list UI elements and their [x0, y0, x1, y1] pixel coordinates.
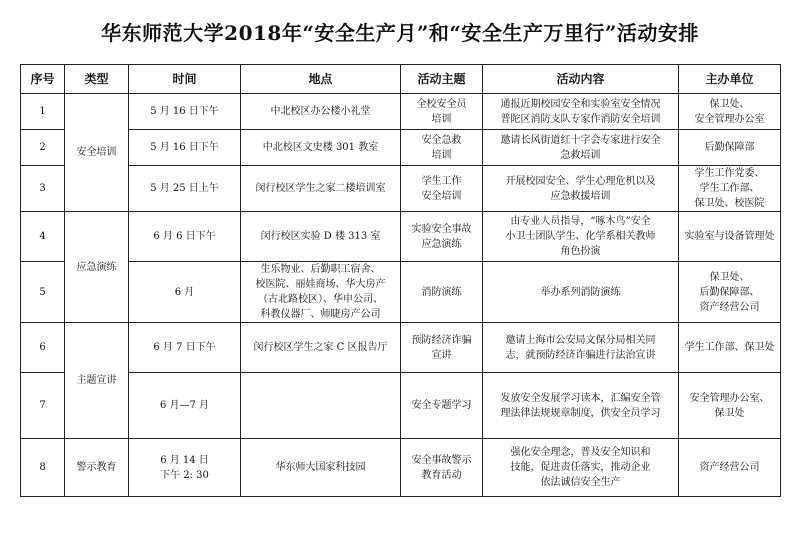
cell-organizer — [679, 94, 781, 130]
cell-line: 安全管理办公室、 — [689, 392, 770, 404]
cell-line: 消防演练 — [421, 286, 462, 298]
cell-seq: 6 — [21, 323, 65, 373]
cell-line: 技能，促进责任落实，推动企业 — [510, 462, 651, 473]
cell-line: 保卫处、 — [709, 271, 750, 283]
cell-organizer — [679, 166, 781, 212]
cell-line: 急救培训 — [560, 149, 601, 161]
cell-location: 闵行校区实验 D 楼 313 室 — [241, 212, 401, 262]
schedule-table — [20, 64, 781, 497]
cell-location: 闵行校区学生之家二楼培训室 — [241, 166, 401, 212]
table-row — [21, 94, 781, 130]
cell-theme — [401, 166, 483, 212]
cell-seq: 2 — [21, 130, 65, 166]
cell-line: 培训 — [431, 149, 452, 161]
cell-line: 资产经营公司 — [699, 462, 760, 473]
table-header-row — [21, 65, 781, 94]
cell-organizer — [679, 212, 781, 262]
header-type: 类型 — [65, 65, 129, 94]
cell-line: 6 月 14 日 — [160, 454, 209, 466]
cell-line: 开展校园安全、学生心理危机以及 — [505, 175, 656, 187]
cell-time: 5 月 16 日下午 — [129, 130, 241, 166]
cell-line: 志，就预防经济诈骗进行法治宣讲 — [505, 349, 656, 361]
cell-seq: 4 — [21, 212, 65, 262]
cell-content — [483, 212, 679, 262]
cell-location: 华东师大国家科技园 — [241, 439, 401, 497]
cell-line: 角色扮演 — [560, 246, 601, 257]
cell-seq: 1 — [21, 94, 65, 130]
cell-line: 后勤保障部、 — [699, 286, 760, 298]
header-time: 时间 — [129, 65, 241, 94]
cell-organizer — [679, 130, 781, 166]
cell-time: 6 月 — [129, 262, 241, 323]
header-content: 活动内容 — [483, 65, 679, 94]
cell-time: 5 月 25 日上午 — [129, 166, 241, 212]
cell-line: 安全事故警示 — [411, 454, 472, 466]
cell-type: 主题宣讲 — [65, 323, 129, 439]
cell-type: 警示教育 — [65, 439, 129, 497]
cell-time: 5 月 16 日下午 — [129, 94, 241, 130]
cell-time: 6 月—7 月 — [129, 373, 241, 439]
cell-line: 实验室与设备管理处 — [684, 231, 775, 242]
cell-line: 强化安全理念，普及安全知识和 — [510, 447, 651, 458]
cell-line: 校医院、丽娃商场、华大房产 — [255, 279, 386, 290]
cell-location — [241, 373, 401, 439]
cell-line: 学生工作部、保卫处 — [684, 342, 775, 353]
cell-line: 邀请长风街道红十字会专家进行安全 — [500, 134, 661, 146]
cell-line: 通报近期校园安全和实验室安全情况 — [500, 98, 661, 110]
cell-location: 中北校区文史楼 301 教室 — [241, 130, 401, 166]
cell-line: 资产经营公司 — [699, 301, 760, 313]
table-row — [21, 323, 781, 373]
header-organizer: 主办单位 — [679, 65, 781, 94]
header-seq: 序号 — [21, 65, 65, 94]
cell-content — [483, 373, 679, 439]
document-title: 华东师范大学2018年“安全生产月”和“安全生产万里行”活动安排 — [101, 21, 699, 45]
cell-theme — [401, 212, 483, 262]
header-location: 地点 — [241, 65, 401, 94]
cell-theme — [401, 262, 483, 323]
cell-seq: 7 — [21, 373, 65, 439]
cell-seq: 8 — [21, 439, 65, 497]
cell-line: 学生工作部、 — [699, 183, 760, 194]
cell-line: 应急救援培训 — [550, 190, 611, 202]
header-theme: 活动主题 — [401, 65, 483, 94]
cell-seq: 5 — [21, 262, 65, 323]
cell-line: 学生工作 — [421, 175, 462, 187]
cell-line: 由专业人员指导，“啄木鸟”安全 — [510, 216, 651, 227]
cell-seq: 3 — [21, 166, 65, 212]
cell-content — [483, 262, 679, 323]
cell-line: 教育活动 — [421, 469, 462, 481]
cell-line: 预防经济诈骗 — [411, 334, 472, 346]
cell-content — [483, 323, 679, 373]
cell-line: 普陀区消防支队专家作消防安全培训 — [500, 113, 661, 125]
cell-line: 安全专题学习 — [411, 400, 472, 411]
cell-location: 中北校区办公楼小礼堂 — [241, 94, 401, 130]
cell-organizer — [679, 323, 781, 373]
cell-theme — [401, 323, 483, 373]
cell-line: 宣讲 — [431, 349, 452, 361]
cell-line: 安全急救 — [421, 134, 462, 146]
table-row — [21, 262, 781, 323]
cell-theme — [401, 439, 483, 497]
table-row — [21, 212, 781, 262]
table-row — [21, 439, 781, 497]
cell-time: 6 月 7 日下午 — [129, 323, 241, 373]
cell-line: 依法诚信安全生产 — [540, 477, 621, 488]
table-row — [21, 130, 781, 166]
cell-line: 后勤保障部 — [704, 142, 755, 153]
cell-content — [483, 439, 679, 497]
cell-line: 全校安全员 — [416, 98, 467, 110]
cell-line: 安全管理办公室 — [694, 113, 765, 125]
cell-organizer — [679, 373, 781, 439]
cell-line: 培训 — [431, 113, 452, 125]
cell-location — [241, 262, 401, 323]
cell-line: 科教仪器厂、师睫房产公司 — [260, 309, 381, 320]
cell-type: 安全培训 — [65, 94, 129, 212]
cell-line: 发放安全发展学习读本，汇编安全管 — [500, 392, 661, 404]
cell-line: 实验安全事故 — [411, 223, 472, 235]
cell-line: （古北路校区）、华申公司、 — [258, 294, 383, 305]
cell-line: 保卫处、 — [709, 98, 750, 110]
cell-line: 下午 2: 30 — [160, 469, 209, 481]
cell-organizer — [679, 262, 781, 323]
cell-line: 理法律法规规章制度，供安全员学习 — [500, 407, 661, 419]
cell-line: 保卫处 — [714, 407, 745, 419]
cell-organizer — [679, 439, 781, 497]
cell-time: 6 月 6 日下午 — [129, 212, 241, 262]
cell-line: 安全培训 — [421, 190, 462, 202]
cell-line: 学生工作党委、 — [694, 168, 765, 179]
cell-time — [129, 439, 241, 497]
cell-line: 举办系列消防演练 — [540, 286, 621, 298]
cell-content — [483, 130, 679, 166]
cell-content — [483, 166, 679, 212]
cell-line: 应急演练 — [421, 238, 462, 250]
cell-theme — [401, 94, 483, 130]
cell-line: 小卫士团队学生、化学系相关教师 — [505, 231, 656, 242]
cell-line: 邀请上海市公安局文保分局相关同 — [505, 334, 656, 346]
table-row — [21, 166, 781, 212]
cell-line: 保卫处、校医院 — [694, 198, 765, 209]
cell-theme — [401, 373, 483, 439]
cell-type: 应急演练 — [65, 212, 129, 323]
cell-content — [483, 94, 679, 130]
cell-location: 闵行校区学生之家 C 区报告厅 — [241, 323, 401, 373]
cell-line: 生乐物业、后勤职工宿舍、 — [260, 264, 381, 275]
cell-theme — [401, 130, 483, 166]
table-row — [21, 373, 781, 439]
